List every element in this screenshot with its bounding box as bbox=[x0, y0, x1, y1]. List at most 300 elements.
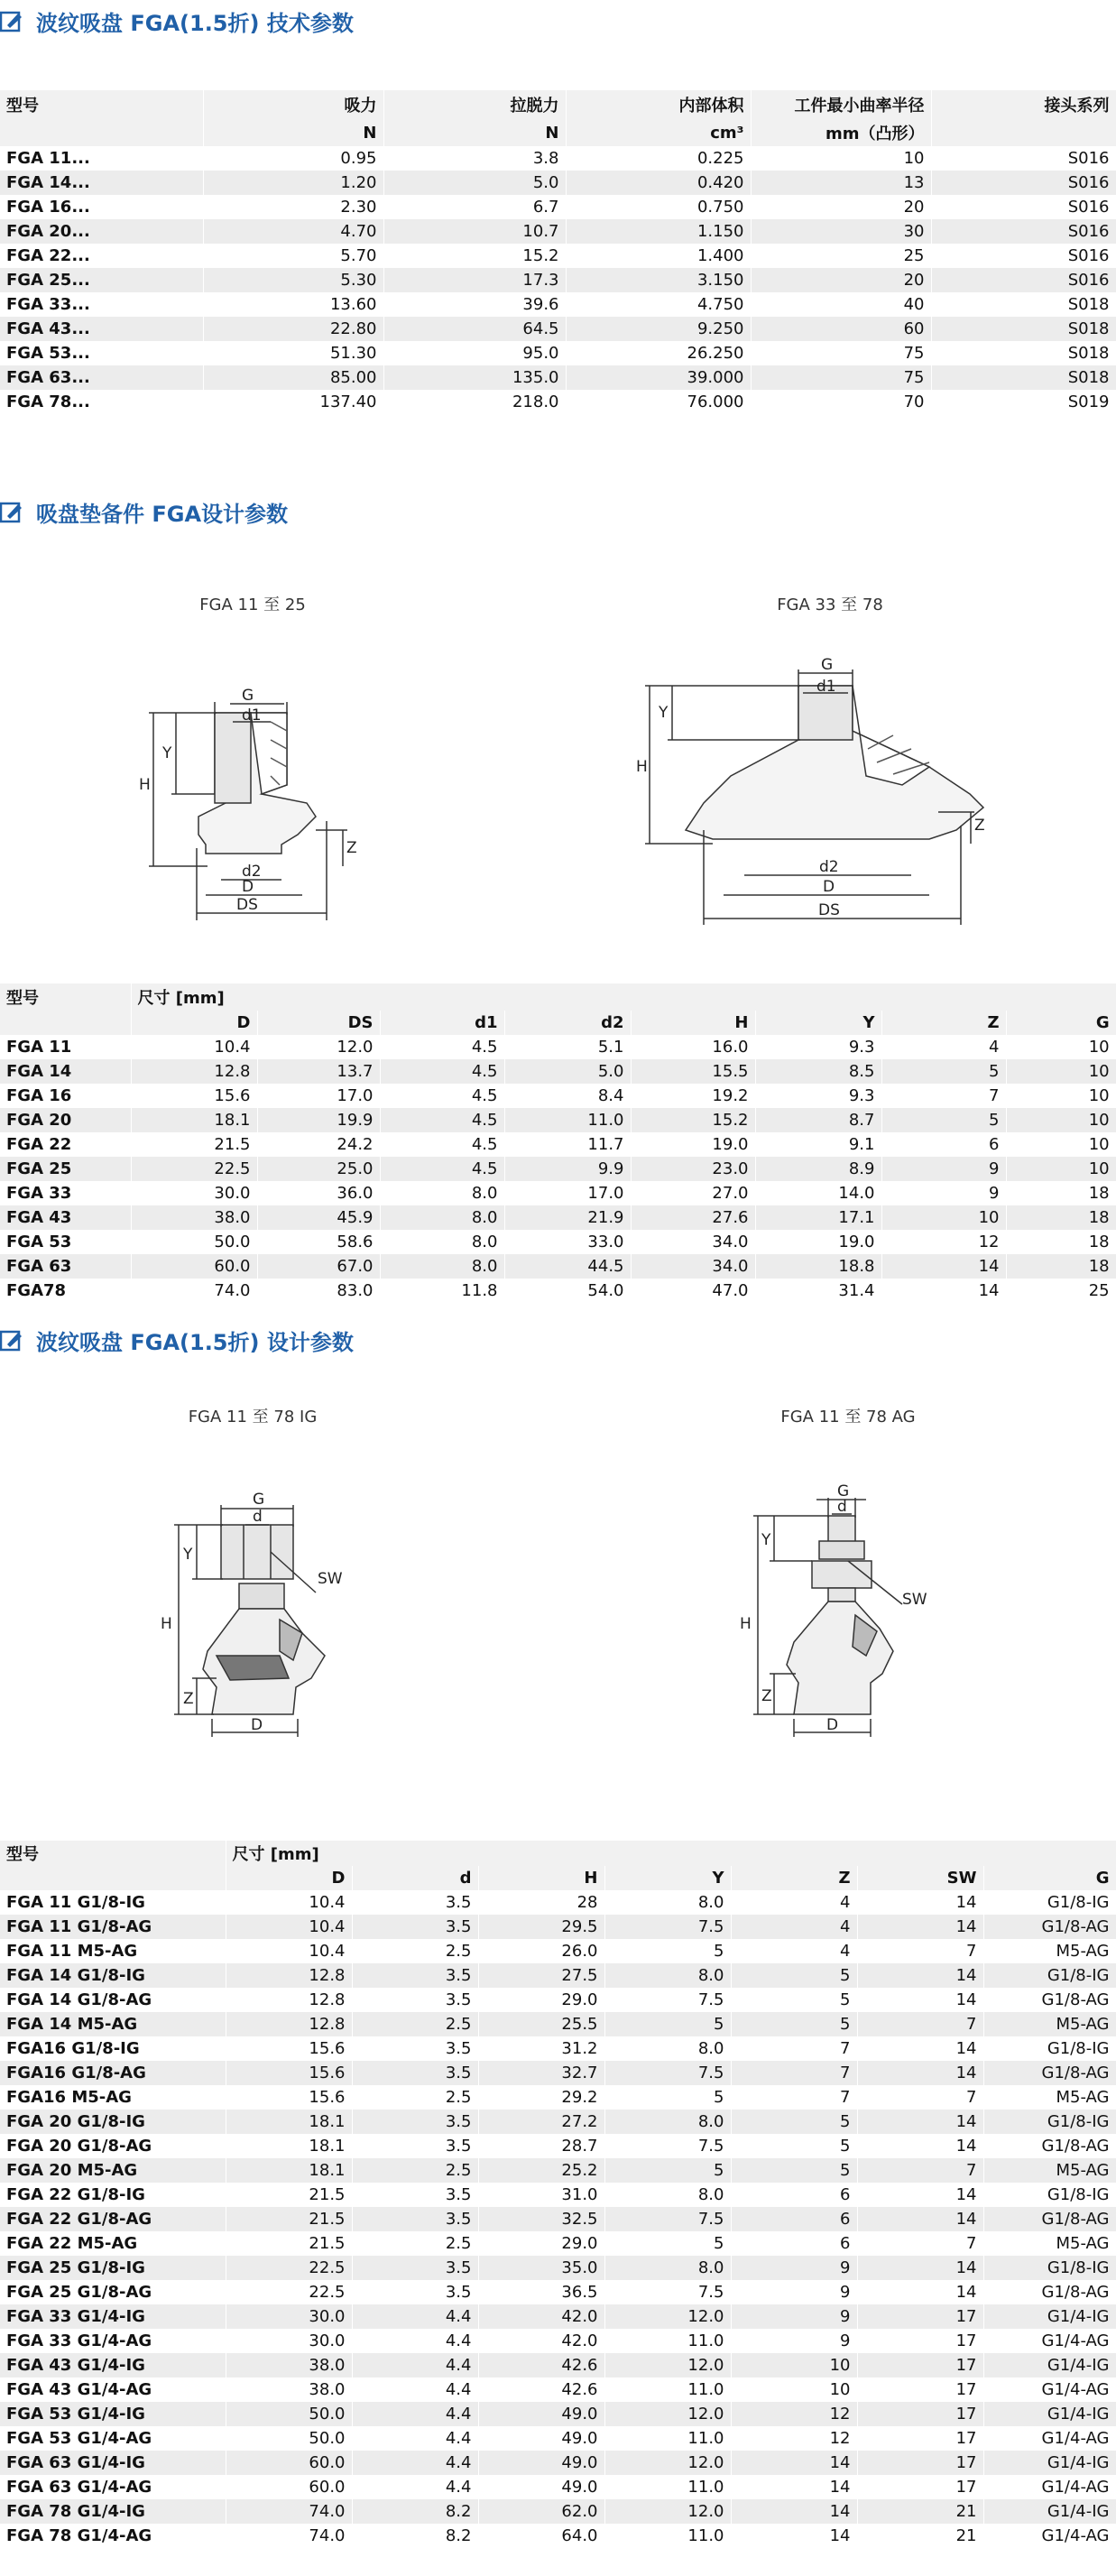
value-cell: 21 bbox=[857, 2524, 983, 2548]
value-cell: 10 bbox=[1006, 1084, 1116, 1108]
value-cell: 12.0 bbox=[604, 2304, 731, 2329]
value-cell: 67.0 bbox=[257, 1254, 380, 1279]
value-cell: 4.4 bbox=[352, 2426, 478, 2451]
value-cell: 10.4 bbox=[226, 1939, 352, 1963]
value-cell: 14 bbox=[857, 1963, 983, 1988]
value-cell: 9 bbox=[731, 2256, 857, 2280]
table-row bbox=[0, 2353, 1116, 2377]
value-cell: 3.5 bbox=[352, 2183, 478, 2207]
value-cell: 8.0 bbox=[604, 1890, 731, 1915]
column-header: d1 bbox=[380, 1011, 504, 1035]
value-cell: 15.6 bbox=[226, 2036, 352, 2061]
section2-title bbox=[0, 496, 288, 528]
value-cell: 6 bbox=[731, 2231, 857, 2256]
value-cell: 14 bbox=[857, 2036, 983, 2061]
table-row bbox=[0, 2524, 1116, 2548]
value-cell: 7 bbox=[857, 1939, 983, 1963]
value-cell: G1/4-AG bbox=[983, 2475, 1116, 2499]
dim-d-label: d bbox=[253, 1508, 263, 1526]
value-cell: 50.0 bbox=[226, 2402, 352, 2426]
value-cell: 12 bbox=[731, 2402, 857, 2426]
model-cell: FGA 20... bbox=[0, 219, 203, 244]
value-cell: 14 bbox=[731, 2524, 857, 2548]
value-cell: 18.1 bbox=[131, 1108, 257, 1132]
value-cell: 7 bbox=[857, 2231, 983, 2256]
dim-Y-label: Y bbox=[659, 704, 669, 722]
value-cell: 25.2 bbox=[478, 2158, 604, 2183]
column-header: Y bbox=[604, 1866, 731, 1890]
model-cell: FGA16 G1/8-AG bbox=[0, 2061, 226, 2085]
value-cell: 24.2 bbox=[257, 1132, 380, 1157]
value-cell: 38.0 bbox=[131, 1205, 257, 1230]
model-cell: FGA 63 G1/4-AG bbox=[0, 2475, 226, 2499]
column-header: 内部体积 bbox=[566, 90, 751, 119]
value-cell: 14 bbox=[857, 2207, 983, 2231]
value-cell: 11.0 bbox=[604, 2377, 731, 2402]
value-cell: 33.0 bbox=[504, 1230, 631, 1254]
table-row bbox=[0, 1279, 1116, 1303]
model-cell: FGA16 M5-AG bbox=[0, 2085, 226, 2110]
model-header: 型号 bbox=[0, 983, 131, 1011]
value-cell: 5 bbox=[731, 1988, 857, 2012]
value-cell: 8.0 bbox=[380, 1205, 504, 1230]
value-cell: 60 bbox=[751, 317, 931, 341]
value-cell: 8.0 bbox=[604, 2036, 731, 2061]
value-cell: 14 bbox=[881, 1279, 1006, 1303]
value-cell: 218.0 bbox=[383, 390, 566, 414]
value-cell: 25 bbox=[751, 244, 931, 268]
value-cell: 19.9 bbox=[257, 1108, 380, 1132]
model-cell: FGA 33... bbox=[0, 292, 203, 317]
value-cell: 3.5 bbox=[352, 1988, 478, 2012]
value-cell: 18.1 bbox=[226, 2110, 352, 2134]
value-cell: 11.0 bbox=[604, 2329, 731, 2353]
value-cell: S016 bbox=[931, 268, 1116, 292]
dim-D-label: D bbox=[251, 1716, 263, 1734]
model-cell: FGA 33 G1/4-IG bbox=[0, 2304, 226, 2329]
header-row bbox=[0, 90, 1116, 119]
value-cell: 0.95 bbox=[203, 146, 383, 171]
value-cell: 12.0 bbox=[604, 2499, 731, 2524]
value-cell: 4.4 bbox=[352, 2377, 478, 2402]
model-header: 型号 bbox=[0, 1841, 226, 1866]
value-cell: 32.7 bbox=[478, 2061, 604, 2085]
value-cell: S018 bbox=[931, 292, 1116, 317]
value-cell: 85.00 bbox=[203, 365, 383, 390]
model-cell: FGA 14 M5-AG bbox=[0, 2012, 226, 2036]
dim-d2-label: d2 bbox=[819, 858, 839, 876]
value-cell: G1/8-IG bbox=[983, 2110, 1116, 2134]
value-cell: 8.4 bbox=[504, 1084, 631, 1108]
table-row bbox=[0, 1939, 1116, 1963]
model-cell: FGA 22 G1/8-AG bbox=[0, 2207, 226, 2231]
value-cell: 21.5 bbox=[131, 1132, 257, 1157]
value-cell: 18.1 bbox=[226, 2134, 352, 2158]
value-cell: 45.9 bbox=[257, 1205, 380, 1230]
value-cell: 8.0 bbox=[604, 1963, 731, 1988]
value-cell: 3.5 bbox=[352, 2036, 478, 2061]
model-cell: FGA 11 M5-AG bbox=[0, 1939, 226, 1963]
value-cell: 10 bbox=[751, 146, 931, 171]
dim-D-label: D bbox=[826, 1716, 839, 1734]
value-cell: 29.2 bbox=[478, 2085, 604, 2110]
value-cell: 27.0 bbox=[631, 1181, 755, 1205]
value-cell: 4.5 bbox=[380, 1132, 504, 1157]
value-cell: 5 bbox=[604, 2231, 731, 2256]
value-cell: 3.8 bbox=[383, 146, 566, 171]
edit-square-icon bbox=[0, 10, 23, 33]
value-cell: 5.0 bbox=[383, 171, 566, 195]
value-cell: 4.4 bbox=[352, 2451, 478, 2475]
edit-square-icon bbox=[0, 501, 23, 524]
table-row bbox=[0, 2329, 1116, 2353]
unit-cell bbox=[0, 119, 203, 146]
value-cell: 8.0 bbox=[604, 2183, 731, 2207]
value-cell: 11.0 bbox=[604, 2426, 731, 2451]
value-cell: 5 bbox=[881, 1059, 1006, 1084]
value-cell: 17 bbox=[857, 2475, 983, 2499]
table-row bbox=[0, 1059, 1116, 1084]
value-cell: 8.7 bbox=[755, 1108, 881, 1132]
value-cell: 8.0 bbox=[604, 2256, 731, 2280]
technical-params-table bbox=[0, 90, 1116, 414]
value-cell: 8.5 bbox=[755, 1059, 881, 1084]
value-cell: 27.2 bbox=[478, 2110, 604, 2134]
column-header: Z bbox=[731, 1866, 857, 1890]
model-cell: FGA 78 G1/4-IG bbox=[0, 2499, 226, 2524]
value-cell: 17 bbox=[857, 2377, 983, 2402]
model-cell: FGA 14 bbox=[0, 1059, 131, 1084]
value-cell: M5-AG bbox=[983, 2158, 1116, 2183]
model-cell: FGA 43... bbox=[0, 317, 203, 341]
value-cell: 7 bbox=[857, 2012, 983, 2036]
value-cell: 12.8 bbox=[226, 2012, 352, 2036]
model-cell: FGA 33 bbox=[0, 1181, 131, 1205]
value-cell: 18 bbox=[1006, 1181, 1116, 1205]
value-cell: G1/4-IG bbox=[983, 2353, 1116, 2377]
value-cell: 7.5 bbox=[604, 2061, 731, 2085]
model-cell: FGA 63 bbox=[0, 1254, 131, 1279]
value-cell: 7.5 bbox=[604, 1988, 731, 2012]
value-cell: G1/4-AG bbox=[983, 2377, 1116, 2402]
value-cell: 31.4 bbox=[755, 1279, 881, 1303]
value-cell: G1/8-AG bbox=[983, 1988, 1116, 2012]
value-cell: 5 bbox=[731, 1963, 857, 1988]
value-cell: 3.150 bbox=[566, 268, 751, 292]
value-cell: 30.0 bbox=[131, 1181, 257, 1205]
dim-DS-label: DS bbox=[236, 896, 258, 914]
value-cell: 17 bbox=[857, 2353, 983, 2377]
table-row bbox=[0, 1157, 1116, 1181]
diagram-ag bbox=[722, 1471, 956, 1750]
model-cell: FGA 22 bbox=[0, 1132, 131, 1157]
model-cell: FGA 22 G1/8-IG bbox=[0, 2183, 226, 2207]
value-cell: 11.0 bbox=[604, 2475, 731, 2499]
table-row bbox=[0, 1132, 1116, 1157]
column-header: Z bbox=[881, 1011, 1006, 1035]
value-cell: 0.225 bbox=[566, 146, 751, 171]
value-cell: 62.0 bbox=[478, 2499, 604, 2524]
value-cell: 3.5 bbox=[352, 2110, 478, 2134]
value-cell: 5.30 bbox=[203, 268, 383, 292]
table-row bbox=[0, 1890, 1116, 1915]
value-cell: 5.70 bbox=[203, 244, 383, 268]
value-cell: 39.000 bbox=[566, 365, 751, 390]
value-cell: 12.0 bbox=[604, 2451, 731, 2475]
value-cell: 10 bbox=[731, 2377, 857, 2402]
value-cell: 3.5 bbox=[352, 1890, 478, 1915]
table-row bbox=[0, 1084, 1116, 1108]
column-header: G bbox=[1006, 1011, 1116, 1035]
model-cell: FGA 16 bbox=[0, 1084, 131, 1108]
model-cell: FGA 14... bbox=[0, 171, 203, 195]
table-row bbox=[0, 2231, 1116, 2256]
section1-title bbox=[0, 5, 354, 37]
value-cell: G1/4-AG bbox=[983, 2329, 1116, 2353]
table-row bbox=[0, 2207, 1116, 2231]
value-cell: 17.1 bbox=[755, 1205, 881, 1230]
model-cell: FGA 63 G1/4-IG bbox=[0, 2451, 226, 2475]
value-cell: 4 bbox=[731, 1915, 857, 1939]
value-cell: 11.0 bbox=[504, 1108, 631, 1132]
value-cell: 17.3 bbox=[383, 268, 566, 292]
model-cell: FGA 22... bbox=[0, 244, 203, 268]
table-row bbox=[0, 390, 1116, 414]
value-cell: 5 bbox=[731, 2158, 857, 2183]
dim-SW-label: SW bbox=[902, 1591, 927, 1609]
model-cell: FGA 14 G1/8-IG bbox=[0, 1963, 226, 1988]
value-cell: 14 bbox=[881, 1254, 1006, 1279]
value-cell: 15.6 bbox=[131, 1084, 257, 1108]
value-cell: 14 bbox=[857, 2134, 983, 2158]
value-cell: 9.3 bbox=[755, 1035, 881, 1059]
model-cell: FGA16 G1/8-IG bbox=[0, 2036, 226, 2061]
value-cell: 7.5 bbox=[604, 2280, 731, 2304]
diagram-fga-11-25-label: FGA 11 至 25 bbox=[199, 596, 306, 614]
value-cell: 2.5 bbox=[352, 2158, 478, 2183]
blank-cell bbox=[0, 1866, 226, 1890]
table-row bbox=[0, 2451, 1116, 2475]
value-cell: 5 bbox=[604, 2158, 731, 2183]
value-cell: 60.0 bbox=[226, 2451, 352, 2475]
model-cell: FGA 25 bbox=[0, 1157, 131, 1181]
value-cell: 10 bbox=[731, 2353, 857, 2377]
value-cell: 6.7 bbox=[383, 195, 566, 219]
value-cell: 19.0 bbox=[631, 1132, 755, 1157]
value-cell: M5-AG bbox=[983, 2012, 1116, 2036]
column-header: G bbox=[983, 1866, 1116, 1890]
value-cell: 15.2 bbox=[383, 244, 566, 268]
unit-cell: N bbox=[383, 119, 566, 146]
table-row bbox=[0, 146, 1116, 171]
dim-G-label: G bbox=[837, 1482, 850, 1500]
value-cell: 14 bbox=[857, 1890, 983, 1915]
value-cell: 74.0 bbox=[226, 2524, 352, 2548]
value-cell: 29.0 bbox=[478, 1988, 604, 2012]
value-cell: 5.0 bbox=[504, 1059, 631, 1084]
value-cell: 10 bbox=[1006, 1108, 1116, 1132]
column-header: d bbox=[352, 1866, 478, 1890]
dim-D-label: D bbox=[242, 878, 254, 896]
value-cell: 1.400 bbox=[566, 244, 751, 268]
dim-H-label: H bbox=[139, 776, 151, 794]
value-cell: 3.5 bbox=[352, 2256, 478, 2280]
table-row bbox=[0, 2475, 1116, 2499]
value-cell: 49.0 bbox=[478, 2426, 604, 2451]
value-cell: 2.5 bbox=[352, 2231, 478, 2256]
value-cell: 83.0 bbox=[257, 1279, 380, 1303]
value-cell: 54.0 bbox=[504, 1279, 631, 1303]
section3-title-text: 波纹吸盘 FGA(1.5折) 设计参数 bbox=[36, 1330, 354, 1355]
value-cell: 12.0 bbox=[604, 2402, 731, 2426]
value-cell: 21 bbox=[857, 2499, 983, 2524]
value-cell: 17 bbox=[857, 2402, 983, 2426]
value-cell: 10 bbox=[1006, 1059, 1116, 1084]
model-cell: FGA 25... bbox=[0, 268, 203, 292]
value-cell: 8.9 bbox=[755, 1157, 881, 1181]
value-cell: 20 bbox=[751, 268, 931, 292]
value-cell: 6 bbox=[881, 1132, 1006, 1157]
value-cell: 12.8 bbox=[226, 1963, 352, 1988]
dim-DS-label: DS bbox=[818, 901, 840, 919]
model-cell: FGA 16... bbox=[0, 195, 203, 219]
value-cell: S018 bbox=[931, 317, 1116, 341]
value-cell: 17 bbox=[857, 2426, 983, 2451]
value-cell: 30.0 bbox=[226, 2304, 352, 2329]
value-cell: 18 bbox=[1006, 1254, 1116, 1279]
value-cell: G1/8-AG bbox=[983, 2134, 1116, 2158]
value-cell: 7 bbox=[731, 2036, 857, 2061]
value-cell: G1/4-AG bbox=[983, 2524, 1116, 2548]
value-cell: 2.5 bbox=[352, 1939, 478, 1963]
model-cell: FGA78 bbox=[0, 1279, 131, 1303]
model-cell: FGA 11 G1/8-AG bbox=[0, 1915, 226, 1939]
model-cell: FGA 53... bbox=[0, 341, 203, 365]
model-cell: FGA 20 G1/8-IG bbox=[0, 2110, 226, 2134]
value-cell: G1/4-AG bbox=[983, 2426, 1116, 2451]
diagram-fga-33-78 bbox=[632, 650, 992, 947]
value-cell: M5-AG bbox=[983, 2231, 1116, 2256]
value-cell: 12.0 bbox=[604, 2353, 731, 2377]
value-cell: 4.4 bbox=[352, 2475, 478, 2499]
value-cell: 40 bbox=[751, 292, 931, 317]
value-cell: 58.6 bbox=[257, 1230, 380, 1254]
value-cell: 20 bbox=[751, 195, 931, 219]
unit-cell: cm³ bbox=[566, 119, 751, 146]
value-cell: 12 bbox=[881, 1230, 1006, 1254]
column-header: 拉脱力 bbox=[383, 90, 566, 119]
value-cell: 19.2 bbox=[631, 1084, 755, 1108]
value-cell: 3.5 bbox=[352, 2134, 478, 2158]
column-header: Y bbox=[755, 1011, 881, 1035]
value-cell: 50.0 bbox=[226, 2426, 352, 2451]
value-cell: 25.0 bbox=[257, 1157, 380, 1181]
dim-H-label: H bbox=[740, 1615, 752, 1633]
value-cell: 4 bbox=[731, 1890, 857, 1915]
value-cell: M5-AG bbox=[983, 2085, 1116, 2110]
model-cell: FGA 20 G1/8-AG bbox=[0, 2134, 226, 2158]
value-cell: 42.6 bbox=[478, 2377, 604, 2402]
column-header: 吸力 bbox=[203, 90, 383, 119]
value-cell: 21.5 bbox=[226, 2207, 352, 2231]
value-cell: 47.0 bbox=[631, 1279, 755, 1303]
value-cell: 42.0 bbox=[478, 2304, 604, 2329]
table-row bbox=[0, 1963, 1116, 1988]
value-cell: 31.2 bbox=[478, 2036, 604, 2061]
value-cell: 16.0 bbox=[631, 1035, 755, 1059]
value-cell: 5 bbox=[881, 1108, 1006, 1132]
value-cell: 7 bbox=[857, 2158, 983, 2183]
value-cell: 75 bbox=[751, 365, 931, 390]
value-cell: 5.1 bbox=[504, 1035, 631, 1059]
value-cell: G1/8-AG bbox=[983, 2061, 1116, 2085]
value-cell: 4 bbox=[881, 1035, 1006, 1059]
dim-H-label: H bbox=[636, 758, 648, 776]
dim-Y-label: Y bbox=[183, 1546, 193, 1564]
value-cell: 10.4 bbox=[226, 1915, 352, 1939]
value-cell: 11.7 bbox=[504, 1132, 631, 1157]
model-cell: FGA 63... bbox=[0, 365, 203, 390]
table-row bbox=[0, 1108, 1116, 1132]
value-cell: 13.60 bbox=[203, 292, 383, 317]
value-cell: 6 bbox=[731, 2183, 857, 2207]
value-cell: 15.2 bbox=[631, 1108, 755, 1132]
table-row bbox=[0, 2158, 1116, 2183]
dim-d1-label: d1 bbox=[242, 706, 262, 725]
value-cell: 29.5 bbox=[478, 1915, 604, 1939]
value-cell: 10.7 bbox=[383, 219, 566, 244]
value-cell: 15.6 bbox=[226, 2061, 352, 2085]
bellows-design-params-table bbox=[0, 1841, 1116, 2548]
value-cell: S018 bbox=[931, 341, 1116, 365]
dim-H-label: H bbox=[161, 1615, 172, 1633]
value-cell: 23.0 bbox=[631, 1157, 755, 1181]
section3-title bbox=[0, 1325, 354, 1356]
dim-G-label: G bbox=[253, 1491, 265, 1509]
value-cell: 8.0 bbox=[380, 1254, 504, 1279]
value-cell: G1/8-IG bbox=[983, 2256, 1116, 2280]
value-cell: 0.420 bbox=[566, 171, 751, 195]
value-cell: 22.5 bbox=[226, 2280, 352, 2304]
table-row bbox=[0, 171, 1116, 195]
model-cell: FGA 20 M5-AG bbox=[0, 2158, 226, 2183]
table-row bbox=[0, 317, 1116, 341]
value-cell: G1/4-IG bbox=[983, 2402, 1116, 2426]
model-cell: FGA 25 G1/8-AG bbox=[0, 2280, 226, 2304]
model-cell: FGA 53 G1/4-AG bbox=[0, 2426, 226, 2451]
value-cell: 14 bbox=[857, 2061, 983, 2085]
dimension-header: 尺寸 [mm] bbox=[131, 983, 1116, 1011]
value-cell: 3.5 bbox=[352, 2280, 478, 2304]
dim-d-label: d bbox=[837, 1498, 847, 1516]
table-row bbox=[0, 1205, 1116, 1230]
table-row bbox=[0, 1254, 1116, 1279]
table-row bbox=[0, 219, 1116, 244]
value-cell: 9 bbox=[731, 2280, 857, 2304]
value-cell: 8.0 bbox=[380, 1230, 504, 1254]
value-cell: 14 bbox=[857, 2183, 983, 2207]
value-cell: 3.5 bbox=[352, 2207, 478, 2231]
value-cell: 18 bbox=[1006, 1205, 1116, 1230]
value-cell: 14 bbox=[731, 2475, 857, 2499]
model-cell: FGA 22 M5-AG bbox=[0, 2231, 226, 2256]
value-cell: 12.0 bbox=[257, 1035, 380, 1059]
value-cell: 32.5 bbox=[478, 2207, 604, 2231]
value-cell: 75 bbox=[751, 341, 931, 365]
value-cell: 44.5 bbox=[504, 1254, 631, 1279]
value-cell: 12.8 bbox=[131, 1059, 257, 1084]
column-header: 工件最小曲率半径 bbox=[751, 90, 931, 119]
